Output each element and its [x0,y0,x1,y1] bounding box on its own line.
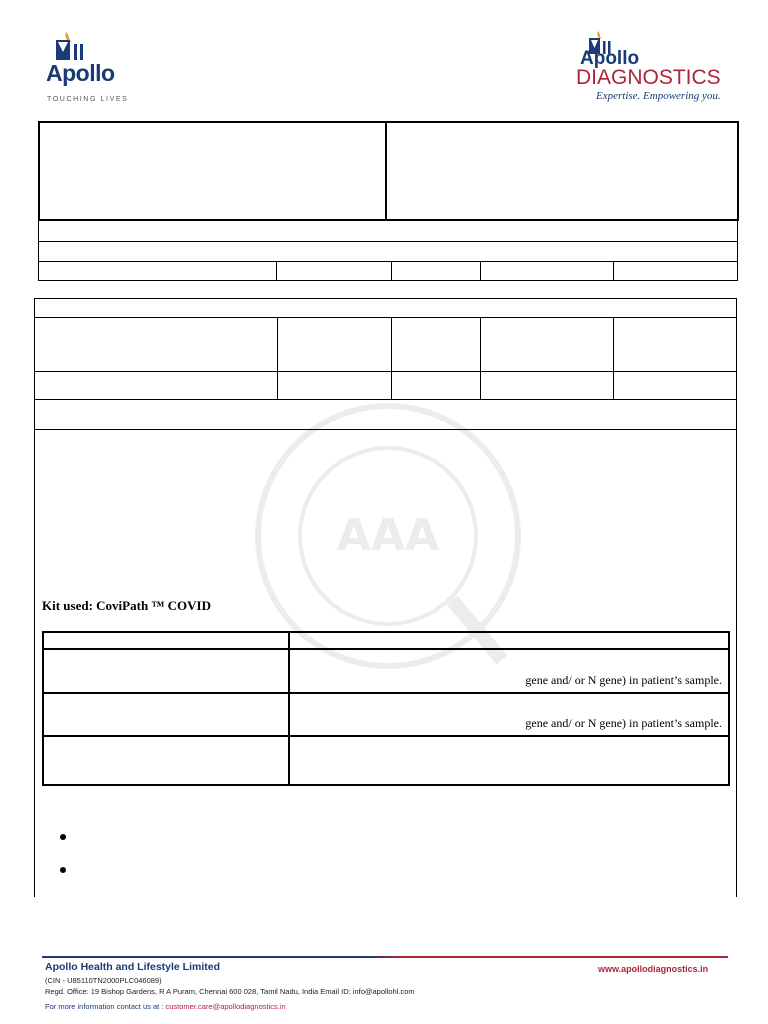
test-value-divider-3 [480,372,481,399]
footer-website-link[interactable]: www.apollodiagnostics.in [598,964,709,974]
result-interpretation: gene and/ or N gene) in patient’s sample. [525,716,722,730]
results-row-divider [288,650,290,692]
test-value-row [34,371,737,400]
apollo-emblem-icon [52,30,92,62]
diagnostics-logo-brand: Apollo [580,48,640,69]
test-header-row [34,317,737,372]
row-3-divider-2 [391,262,392,280]
results-table-row [42,648,730,694]
row-3-divider-4 [613,262,614,280]
test-section-title-bar [34,298,737,318]
patient-info-row-2 [38,241,738,262]
results-row-divider [288,694,290,735]
test-value-divider-2 [391,372,392,399]
patient-info-row-1 [38,220,738,242]
results-table-row [42,692,730,737]
test-header-divider-2 [391,318,392,371]
footer-address: Regd. Office: 19 Bishop Gardens, R A Puram, Chennai 600 028, Tamil Nadu, India Email ID: info@apollohl.com [45,987,415,996]
result-interpretation: gene and/ or N gene) in patient’s sample. [525,673,722,687]
footer-contact [45,1002,286,1011]
apollo-logo-name: Apollo [46,60,115,86]
watermark-text: AAA [336,510,440,561]
results-header-divider [288,633,290,648]
patient-info-left-box [38,121,387,221]
footer-cin: (CIN - U85110TN2000PLC046089) [45,976,162,985]
test-comment-row [34,399,737,430]
test-header-divider-1 [277,318,278,371]
row-3-divider-1 [276,262,277,280]
diagnostics-logo-name: DIAGNOSTICS [576,66,721,89]
patient-info-row-3 [38,261,738,281]
results-row-divider [288,737,290,784]
test-header-divider-3 [480,318,481,371]
test-value-divider-4 [613,372,614,399]
results-table-row [42,735,730,786]
note-bullet [60,834,66,840]
apollo-logo-tagline: TOUCHING LIVES [47,96,129,103]
patient-info-right-box [385,121,739,221]
diagnostics-logo-tagline: Expertise. Empowering you. [596,90,721,102]
footer-contact-email-link[interactable]: customer.care@apollodiagnostics.in [165,1002,286,1011]
test-header-divider-4 [613,318,614,371]
test-value-divider-1 [277,372,278,399]
apollo-diagnostics-logo [576,30,746,110]
kit-used-label: Kit used: CoviPath ™ COVID [42,598,212,613]
apollo-logo [44,30,144,110]
footer-contact-prefix: For more information contact us at : [45,1002,164,1011]
row-3-divider-3 [480,262,481,280]
note-bullet [60,867,66,873]
footer-divider [42,956,728,958]
footer-company-name: Apollo Health and Lifestyle Limited [45,961,221,973]
